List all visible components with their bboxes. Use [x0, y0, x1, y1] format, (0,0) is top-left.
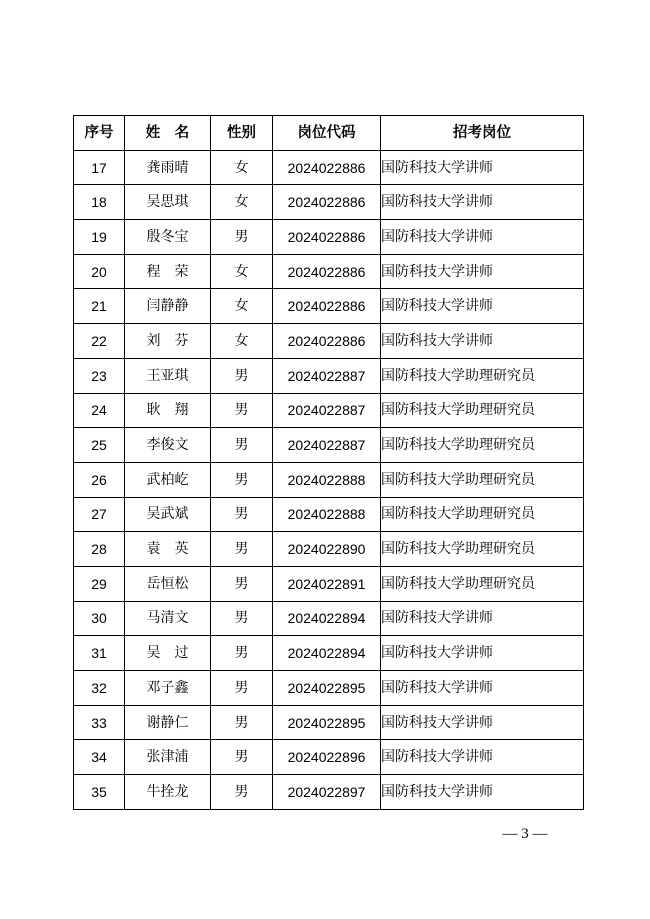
cell-name: 闫静静 — [125, 289, 211, 324]
cell-position-code: 2024022886 — [273, 324, 381, 359]
cell-seq: 32 — [74, 671, 125, 706]
cell-gender: 男 — [211, 566, 273, 601]
table-row — [74, 428, 584, 463]
page-number: — 3 — — [502, 826, 548, 842]
cell-gender: 男 — [211, 220, 273, 255]
cell-seq: 18 — [74, 185, 125, 220]
cell-position: 国防科技大学讲师 — [381, 324, 584, 359]
cell-name: 龚雨晴 — [125, 150, 211, 185]
cell-position: 国防科技大学助理研究员 — [381, 428, 584, 463]
cell-seq: 20 — [74, 254, 125, 289]
header-position: 招考岗位 — [381, 116, 584, 151]
cell-position-code: 2024022887 — [273, 428, 381, 463]
cell-gender: 男 — [211, 601, 273, 636]
table-row — [74, 393, 584, 428]
cell-seq: 17 — [74, 150, 125, 185]
cell-position: 国防科技大学讲师 — [381, 636, 584, 671]
cell-seq: 26 — [74, 462, 125, 497]
cell-gender: 男 — [211, 358, 273, 393]
cell-name: 谢静仁 — [125, 705, 211, 740]
cell-seq: 35 — [74, 775, 125, 810]
cell-name: 袁 英 — [125, 532, 211, 567]
cell-seq: 34 — [74, 740, 125, 775]
cell-position: 国防科技大学讲师 — [381, 775, 584, 810]
cell-seq: 29 — [74, 566, 125, 601]
cell-position-code: 2024022888 — [273, 462, 381, 497]
cell-position-code: 2024022897 — [273, 775, 381, 810]
table-row — [74, 220, 584, 255]
table-row — [74, 705, 584, 740]
cell-position: 国防科技大学讲师 — [381, 601, 584, 636]
cell-position: 国防科技大学助理研究员 — [381, 462, 584, 497]
cell-seq: 27 — [74, 497, 125, 532]
cell-position-code: 2024022891 — [273, 566, 381, 601]
cell-seq: 33 — [74, 705, 125, 740]
cell-seq: 28 — [74, 532, 125, 567]
table-row — [74, 254, 584, 289]
cell-position-code: 2024022886 — [273, 150, 381, 185]
cell-gender: 女 — [211, 254, 273, 289]
cell-position-code: 2024022895 — [273, 671, 381, 706]
cell-position-code: 2024022896 — [273, 740, 381, 775]
cell-seq: 21 — [74, 289, 125, 324]
cell-gender: 女 — [211, 324, 273, 359]
cell-gender: 男 — [211, 636, 273, 671]
cell-position-code: 2024022890 — [273, 532, 381, 567]
table-row — [74, 566, 584, 601]
cell-gender: 男 — [211, 462, 273, 497]
cell-seq: 24 — [74, 393, 125, 428]
cell-gender: 男 — [211, 740, 273, 775]
cell-gender: 女 — [211, 289, 273, 324]
cell-position: 国防科技大学讲师 — [381, 671, 584, 706]
cell-position-code: 2024022886 — [273, 254, 381, 289]
cell-name: 王亚琪 — [125, 358, 211, 393]
cell-position: 国防科技大学助理研究员 — [381, 358, 584, 393]
cell-name: 耿 翔 — [125, 393, 211, 428]
table-row — [74, 532, 584, 567]
cell-position-code: 2024022886 — [273, 289, 381, 324]
cell-gender: 男 — [211, 705, 273, 740]
cell-position: 国防科技大学讲师 — [381, 185, 584, 220]
table-row — [74, 740, 584, 775]
cell-seq: 22 — [74, 324, 125, 359]
header-name: 姓 名 — [125, 116, 211, 151]
cell-name: 牛拴龙 — [125, 775, 211, 810]
cell-position-code: 2024022887 — [273, 393, 381, 428]
cell-name: 吴 过 — [125, 636, 211, 671]
cell-name: 吴武斌 — [125, 497, 211, 532]
table-row — [74, 671, 584, 706]
table-row — [74, 497, 584, 532]
cell-position: 国防科技大学讲师 — [381, 705, 584, 740]
cell-gender: 女 — [211, 185, 273, 220]
cell-gender: 男 — [211, 671, 273, 706]
cell-name: 张津浦 — [125, 740, 211, 775]
cell-position: 国防科技大学讲师 — [381, 220, 584, 255]
cell-seq: 30 — [74, 601, 125, 636]
cell-position-code: 2024022888 — [273, 497, 381, 532]
cell-position: 国防科技大学讲师 — [381, 740, 584, 775]
table-row — [74, 324, 584, 359]
cell-name: 岳恒松 — [125, 566, 211, 601]
table-row — [74, 185, 584, 220]
header-position-code: 岗位代码 — [273, 116, 381, 151]
cell-name: 程 荣 — [125, 254, 211, 289]
cell-name: 邓子鑫 — [125, 671, 211, 706]
cell-seq: 19 — [74, 220, 125, 255]
cell-position: 国防科技大学讲师 — [381, 289, 584, 324]
cell-position: 国防科技大学助理研究员 — [381, 497, 584, 532]
cell-position-code: 2024022895 — [273, 705, 381, 740]
cell-position: 国防科技大学讲师 — [381, 150, 584, 185]
table-row — [74, 289, 584, 324]
cell-seq: 31 — [74, 636, 125, 671]
cell-position: 国防科技大学助理研究员 — [381, 566, 584, 601]
cell-gender: 男 — [211, 497, 273, 532]
cell-gender: 男 — [211, 393, 273, 428]
cell-position-code: 2024022886 — [273, 185, 381, 220]
cell-position: 国防科技大学助理研究员 — [381, 532, 584, 567]
table-row — [74, 775, 584, 810]
cell-name: 李俊文 — [125, 428, 211, 463]
table-row — [74, 462, 584, 497]
cell-name: 刘 芬 — [125, 324, 211, 359]
table-body — [74, 150, 584, 809]
cell-gender: 男 — [211, 428, 273, 463]
table-row — [74, 601, 584, 636]
table-row — [74, 150, 584, 185]
candidate-table — [73, 115, 584, 810]
cell-position-code: 2024022894 — [273, 601, 381, 636]
cell-gender: 男 — [211, 775, 273, 810]
cell-position-code: 2024022887 — [273, 358, 381, 393]
cell-name: 武柏屹 — [125, 462, 211, 497]
cell-seq: 25 — [74, 428, 125, 463]
table-row — [74, 636, 584, 671]
cell-position-code: 2024022886 — [273, 220, 381, 255]
header-gender: 性别 — [211, 116, 273, 151]
cell-position-code: 2024022894 — [273, 636, 381, 671]
cell-name: 吴思琪 — [125, 185, 211, 220]
table-header-row — [74, 116, 584, 151]
header-seq: 序号 — [74, 116, 125, 151]
cell-name: 殷冬宝 — [125, 220, 211, 255]
cell-gender: 男 — [211, 532, 273, 567]
cell-position: 国防科技大学讲师 — [381, 254, 584, 289]
cell-seq: 23 — [74, 358, 125, 393]
table-row — [74, 358, 584, 393]
cell-name: 马清文 — [125, 601, 211, 636]
cell-gender: 女 — [211, 150, 273, 185]
cell-position: 国防科技大学助理研究员 — [381, 393, 584, 428]
